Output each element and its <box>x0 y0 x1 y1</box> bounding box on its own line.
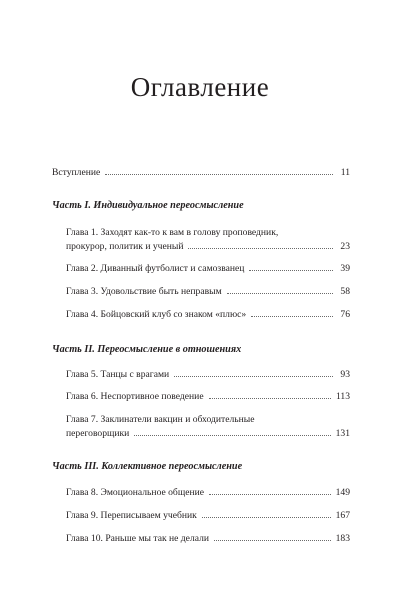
toc-entry-intro[interactable] <box>52 166 350 180</box>
toc-entry-label: переговорщики <box>66 428 130 439</box>
dot-leader <box>134 435 330 436</box>
dot-leader <box>202 517 331 518</box>
toc-entry-chapter-10[interactable] <box>66 532 350 546</box>
toc-page-number: 183 <box>335 533 350 544</box>
toc-entry-chapter-5[interactable] <box>66 368 350 382</box>
dot-leader <box>174 376 333 377</box>
dot-leader <box>188 248 333 249</box>
toc-entry-label: Глава 2. Диванный футболист и самозванец <box>66 263 245 274</box>
toc-entry-label: Глава 3. Удовольствие быть неправым <box>66 286 222 297</box>
dot-leader <box>209 398 331 399</box>
toc-page-number: 113 <box>335 391 350 402</box>
toc-page-number: 23 <box>340 241 350 252</box>
toc-entry-chapter-2[interactable] <box>66 262 350 276</box>
part-heading-3: Часть III. Коллективное переосмысление <box>52 461 243 472</box>
toc-entry-label: Глава 5. Танцы с врагами <box>66 369 170 380</box>
toc-entry-chapter-6[interactable] <box>66 390 350 404</box>
toc-page-number: 76 <box>340 309 350 320</box>
toc-entry-chapter-3[interactable] <box>66 285 350 299</box>
toc-entry-chapter-7[interactable] <box>66 413 350 441</box>
toc-entry-label-line1: Глава 1. Заходят как-то к вам в голову проповедник, <box>66 227 279 238</box>
toc-entry-label: прокурор, политик и ученый <box>66 241 184 252</box>
toc-page-number: 11 <box>340 167 350 178</box>
part-heading-2: Часть II. Переосмысление в отношениях <box>52 344 242 355</box>
page-title: Оглавление <box>130 72 270 102</box>
toc-entry-label: Глава 6. Неспортивное поведение <box>66 391 204 402</box>
dot-leader <box>249 270 333 271</box>
toc-page-number: 93 <box>340 369 350 380</box>
dot-leader <box>251 316 333 317</box>
toc-entry-label: Глава 8. Эмоциональное общение <box>66 487 204 498</box>
toc-entry-label: Глава 4. Бойцовский клуб со знаком «плюс» <box>66 309 247 320</box>
toc-page-number: 58 <box>340 286 350 297</box>
toc-entry-label: Вступление <box>52 167 101 178</box>
toc-entry-chapter-1[interactable] <box>66 226 350 254</box>
dot-leader <box>227 293 333 294</box>
toc-entry-chapter-8[interactable] <box>66 486 350 500</box>
toc-entry-label: Глава 9. Переписываем учебник <box>66 510 197 521</box>
toc-entry-chapter-9[interactable] <box>66 509 350 523</box>
toc-page-number: 131 <box>335 428 350 439</box>
toc-entry-chapter-4[interactable] <box>66 308 350 322</box>
toc-entry-label-line1: Глава 7. Заклинатели вакцин и обходительные <box>66 414 255 425</box>
dot-leader <box>214 540 331 541</box>
toc-entry-label: Глава 10. Раньше мы так не делали <box>66 533 209 544</box>
part-heading-1: Часть I. Индивидуальное переосмысление <box>52 200 244 211</box>
dot-leader <box>209 494 331 495</box>
dot-leader <box>105 174 333 175</box>
toc-page-number: 149 <box>335 487 350 498</box>
toc-page-number: 167 <box>335 510 350 521</box>
toc-page-number: 39 <box>340 263 350 274</box>
